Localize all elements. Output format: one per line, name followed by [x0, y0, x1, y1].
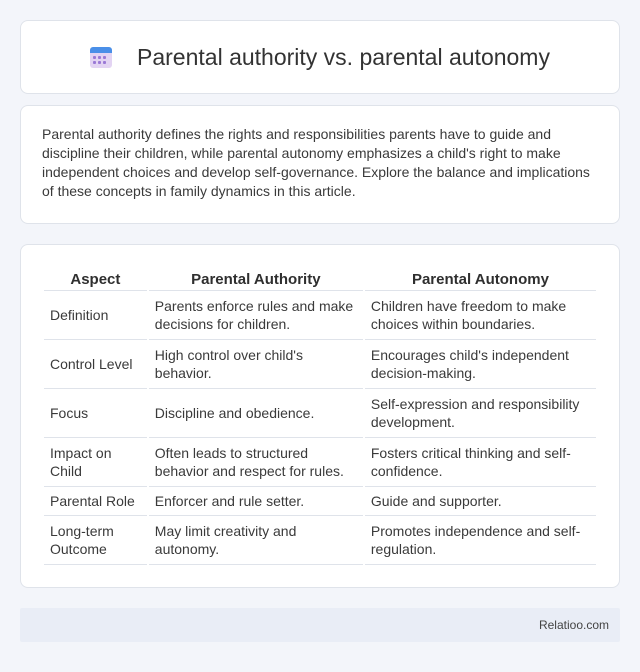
cell-aspect: Definition [44, 291, 147, 340]
footer [20, 608, 620, 642]
cell-authority: Discipline and obedience. [149, 389, 363, 438]
comparison-table [42, 265, 598, 565]
comparison-card [20, 244, 620, 588]
cell-autonomy: Encourages child's independent decision-making. [365, 340, 596, 389]
cell-authority: May limit creativity and autonomy. [149, 516, 363, 565]
header-parental-autonomy: Parental Autonomy [365, 265, 596, 291]
footer-brand: Relatioo.com [538, 618, 609, 632]
intro-card [20, 105, 620, 224]
cell-aspect: Focus [44, 389, 147, 438]
header-parental-authority: Parental Authority [149, 265, 363, 291]
cell-authority: High control over child's behavior. [149, 340, 363, 389]
header-aspect: Aspect [44, 265, 147, 291]
intro-paragraph: Parental authority defines the rights and responsibilities parents have to guide and discipline their children, while parental autonomy emphasizes a child's right to make independent choices and develop self-governance. Explore the balance and implications of these concepts in family dynamics in this article. [42, 126, 590, 199]
table-row [44, 340, 596, 389]
cell-authority: Parents enforce rules and make decisions for children. [149, 291, 363, 340]
cell-aspect: Impact on Child [44, 438, 147, 487]
cell-autonomy: Self-expression and responsibility development. [365, 389, 596, 438]
cell-authority: Enforcer and rule setter. [149, 487, 363, 516]
cell-autonomy: Fosters critical thinking and self-confidence. [365, 438, 596, 487]
table-row [44, 291, 596, 340]
cell-aspect: Long-term Outcome [44, 516, 147, 565]
cell-authority: Often leads to structured behavior and respect for rules. [149, 438, 363, 487]
cell-autonomy: Children have freedom to make choices within boundaries. [365, 291, 596, 340]
table-header-row [44, 265, 596, 291]
calendar-icon [90, 46, 112, 68]
cell-autonomy: Guide and supporter. [365, 487, 596, 516]
cell-aspect: Control Level [44, 340, 147, 389]
cell-aspect: Parental Role [44, 487, 147, 516]
table-row [44, 438, 596, 487]
page-title: Parental authority vs. parental autonomy [137, 43, 550, 70]
table-row [44, 487, 596, 516]
title-card [20, 20, 620, 94]
table-row [44, 516, 596, 565]
cell-autonomy: Promotes independence and self-regulation. [365, 516, 596, 565]
table-row [44, 389, 596, 438]
